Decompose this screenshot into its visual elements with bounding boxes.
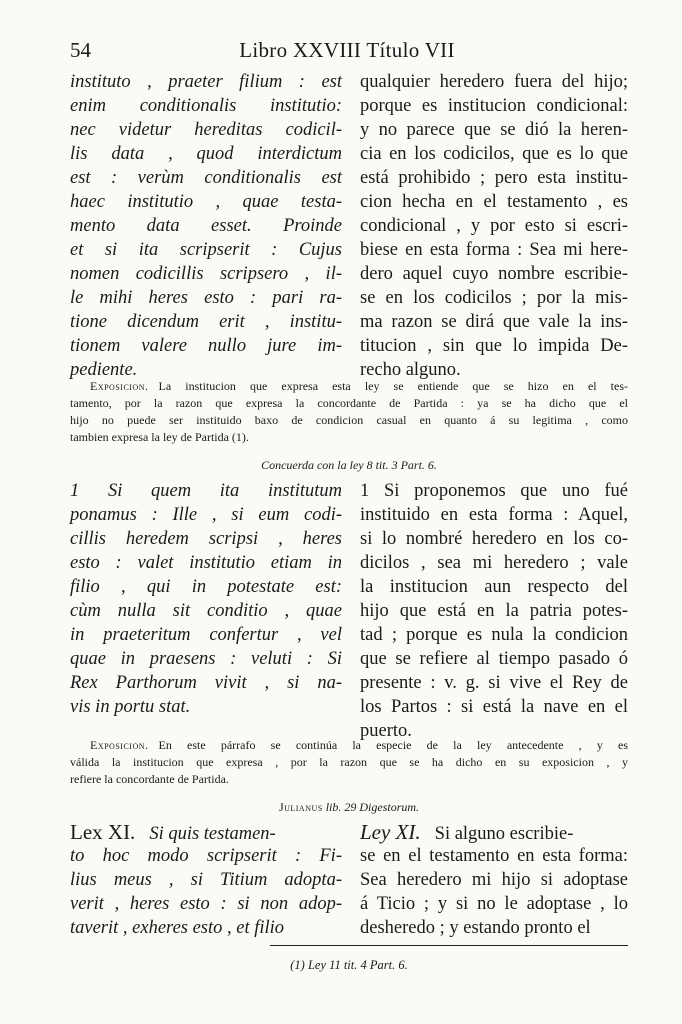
exposicion-line: hijo no puede ser instituido baxo de condicion casual en quanto á su legitima , como xyxy=(70,413,628,427)
running-title: Libro XXVIII Título VII xyxy=(239,38,455,62)
text-line: vis in portu stat. xyxy=(70,697,191,717)
law-label: Lex XI. xyxy=(70,820,136,844)
text-line: ma razon se dirá que vale la ins- xyxy=(360,312,628,332)
text-line: verit , heres esto : si non adop- xyxy=(70,894,342,914)
exposicion-line: refiere la concordante de Partida. xyxy=(70,772,229,786)
text-line: dero aquel cuyo nombre escribie- xyxy=(360,264,628,284)
text-line-content: Si quis testamen- xyxy=(149,824,276,844)
page-header xyxy=(70,38,624,68)
text-line: los Partos : si está la nave en el xyxy=(360,697,628,717)
text-line xyxy=(70,820,342,844)
text-line: que se refiere al tiempo pasado ó xyxy=(360,649,628,669)
text-line: á Ticio ; y si no le adoptase , lo xyxy=(360,894,628,914)
exposicion-text: La institucion que expresa esta ley se entiende que se hizo en el tes- xyxy=(158,379,628,393)
text-line: la institucion aun respecto del xyxy=(360,577,628,597)
text-line: nomen codicillis scripsero , il- xyxy=(70,264,342,284)
text-line: le mihi heres esto : pari ra- xyxy=(70,288,342,308)
parallel-text-block-3 xyxy=(70,820,628,940)
text-line: haec institutio , quae testa- xyxy=(70,192,342,212)
text-line: ponamus : Ille , si eum codi- xyxy=(70,505,342,525)
text-line: est : verùm conditionalis est xyxy=(70,168,342,188)
text-line: filio , qui in potestate est: xyxy=(70,577,342,597)
text-line: condicional , y por esto si escri- xyxy=(360,216,628,236)
text-line: porque es institucion condicional: xyxy=(360,96,628,116)
text-line: esto : valet institutio etiam in xyxy=(70,553,342,573)
text-line: nec videtur hereditas codicil- xyxy=(70,120,342,140)
exposicion-label: Exposicion. xyxy=(90,738,149,752)
text-line: titucion , sin que lo impida De- xyxy=(360,336,628,356)
latin-column xyxy=(70,70,342,382)
text-line: se en los codicilos ; por la mis- xyxy=(360,288,628,308)
text-line: desheredo ; y estando pronto el xyxy=(360,918,591,938)
text-line: lius meus , si Titium adopta- xyxy=(70,870,342,890)
text-line: lis data , quod interdictum xyxy=(70,144,342,164)
author-name: Julianus xyxy=(278,800,323,814)
text-line: Sea heredero mi hijo si adoptase xyxy=(360,870,628,890)
exposicion-text: En este párrafo se continúa la especie de la ley antecedente , y es xyxy=(158,738,628,752)
spanish-column xyxy=(360,70,628,382)
text-line: tionem valere nullo jure im- xyxy=(70,336,342,356)
parallel-text-block-1 xyxy=(70,70,628,382)
text-line: et si ita scripserit : Cujus xyxy=(70,240,342,260)
text-line: hijo que está en la patria potes- xyxy=(360,601,628,621)
text-line: 1 Si proponemos que uno fué xyxy=(360,481,628,501)
exposicion-line xyxy=(70,737,628,754)
text-line: enim conditionalis institutio: xyxy=(70,96,342,116)
text-line: cia en los codicilos, que es lo que xyxy=(360,144,628,164)
text-line: instituto , praeter filium : est xyxy=(70,72,342,92)
exposicion-label: Exposicion. xyxy=(90,379,149,393)
text-line: quae in praesens : veluti : Si xyxy=(70,649,342,669)
text-line: Rex Parthorum vivit , si na- xyxy=(70,673,342,693)
text-line: mento data esset. Proinde xyxy=(70,216,342,236)
exposicion-line: tambien expresa la ley de Partida (1). xyxy=(70,430,249,444)
text-line: tad ; porque es nula la condicion xyxy=(360,625,628,645)
text-line: presente : v. g. si vive el Rey de xyxy=(360,673,628,693)
text-line-content: Si alguno escribie- xyxy=(434,824,574,844)
text-line: biese en esta forma : Sea mi here- xyxy=(360,240,628,260)
text-line: está prohibido ; pero esta institu- xyxy=(360,168,628,188)
exposicion-note-1 xyxy=(70,378,628,446)
footnote: (1) Ley 11 tit. 4 Part. 6. xyxy=(290,958,408,972)
concordance-line-1: Concuerda con la ley 8 tit. 3 Part. 6. xyxy=(261,458,437,472)
text-line: cillis heredem scripsi , heres xyxy=(70,529,342,549)
latin-column xyxy=(70,820,342,940)
text-line: 1 Si quem ita institutum xyxy=(70,481,342,501)
text-line: cion hecha en el testamento , es xyxy=(360,192,628,212)
text-line: se en el testamento en esta forma: xyxy=(360,846,628,866)
text-line: cùm nulla sit conditio , quae xyxy=(70,601,342,621)
text-line: dicilos , sea mi heredero ; vale xyxy=(360,553,628,573)
text-line: pediente. xyxy=(70,360,138,380)
exposicion-note-2 xyxy=(70,737,628,788)
exposicion-line: válida la institucion que expresa , por la razon que se ha dicho en su exposicion , y xyxy=(70,755,628,769)
text-line: recho alguno. xyxy=(360,360,461,380)
text-line xyxy=(360,820,628,844)
text-line: tione dicendum erit , institu- xyxy=(70,312,342,332)
spanish-column xyxy=(360,479,628,743)
spanish-column xyxy=(360,820,628,940)
source-reference: lib. 29 Digestorum. xyxy=(325,800,420,814)
text-line: y no parece que se dió la heren- xyxy=(360,120,628,140)
latin-column xyxy=(70,479,342,743)
text-line: taverit , exheres esto , et filio xyxy=(70,918,285,938)
exposicion-line: tamento, por la razon que expresa la concordante de Partida : ya se ha dicho que el xyxy=(70,396,628,410)
footnote-rule xyxy=(270,945,628,946)
text-line: instituido en esta forma : Aquel, xyxy=(360,505,628,525)
text-line: qualquier heredero fuera del hijo; xyxy=(360,72,628,92)
parallel-text-block-2 xyxy=(70,479,628,743)
text-line: si lo nombré heredero en los co- xyxy=(360,529,628,549)
text-line: in praeteritum confertur , vel xyxy=(70,625,342,645)
page-number: 54 xyxy=(70,38,91,62)
text-line: to hoc modo scripserit : Fi- xyxy=(70,846,342,866)
law-label: Ley XI. xyxy=(360,820,421,844)
text-line: puerto. xyxy=(360,721,412,741)
concordance-line-2 xyxy=(70,800,628,815)
exposicion-line xyxy=(70,378,628,395)
